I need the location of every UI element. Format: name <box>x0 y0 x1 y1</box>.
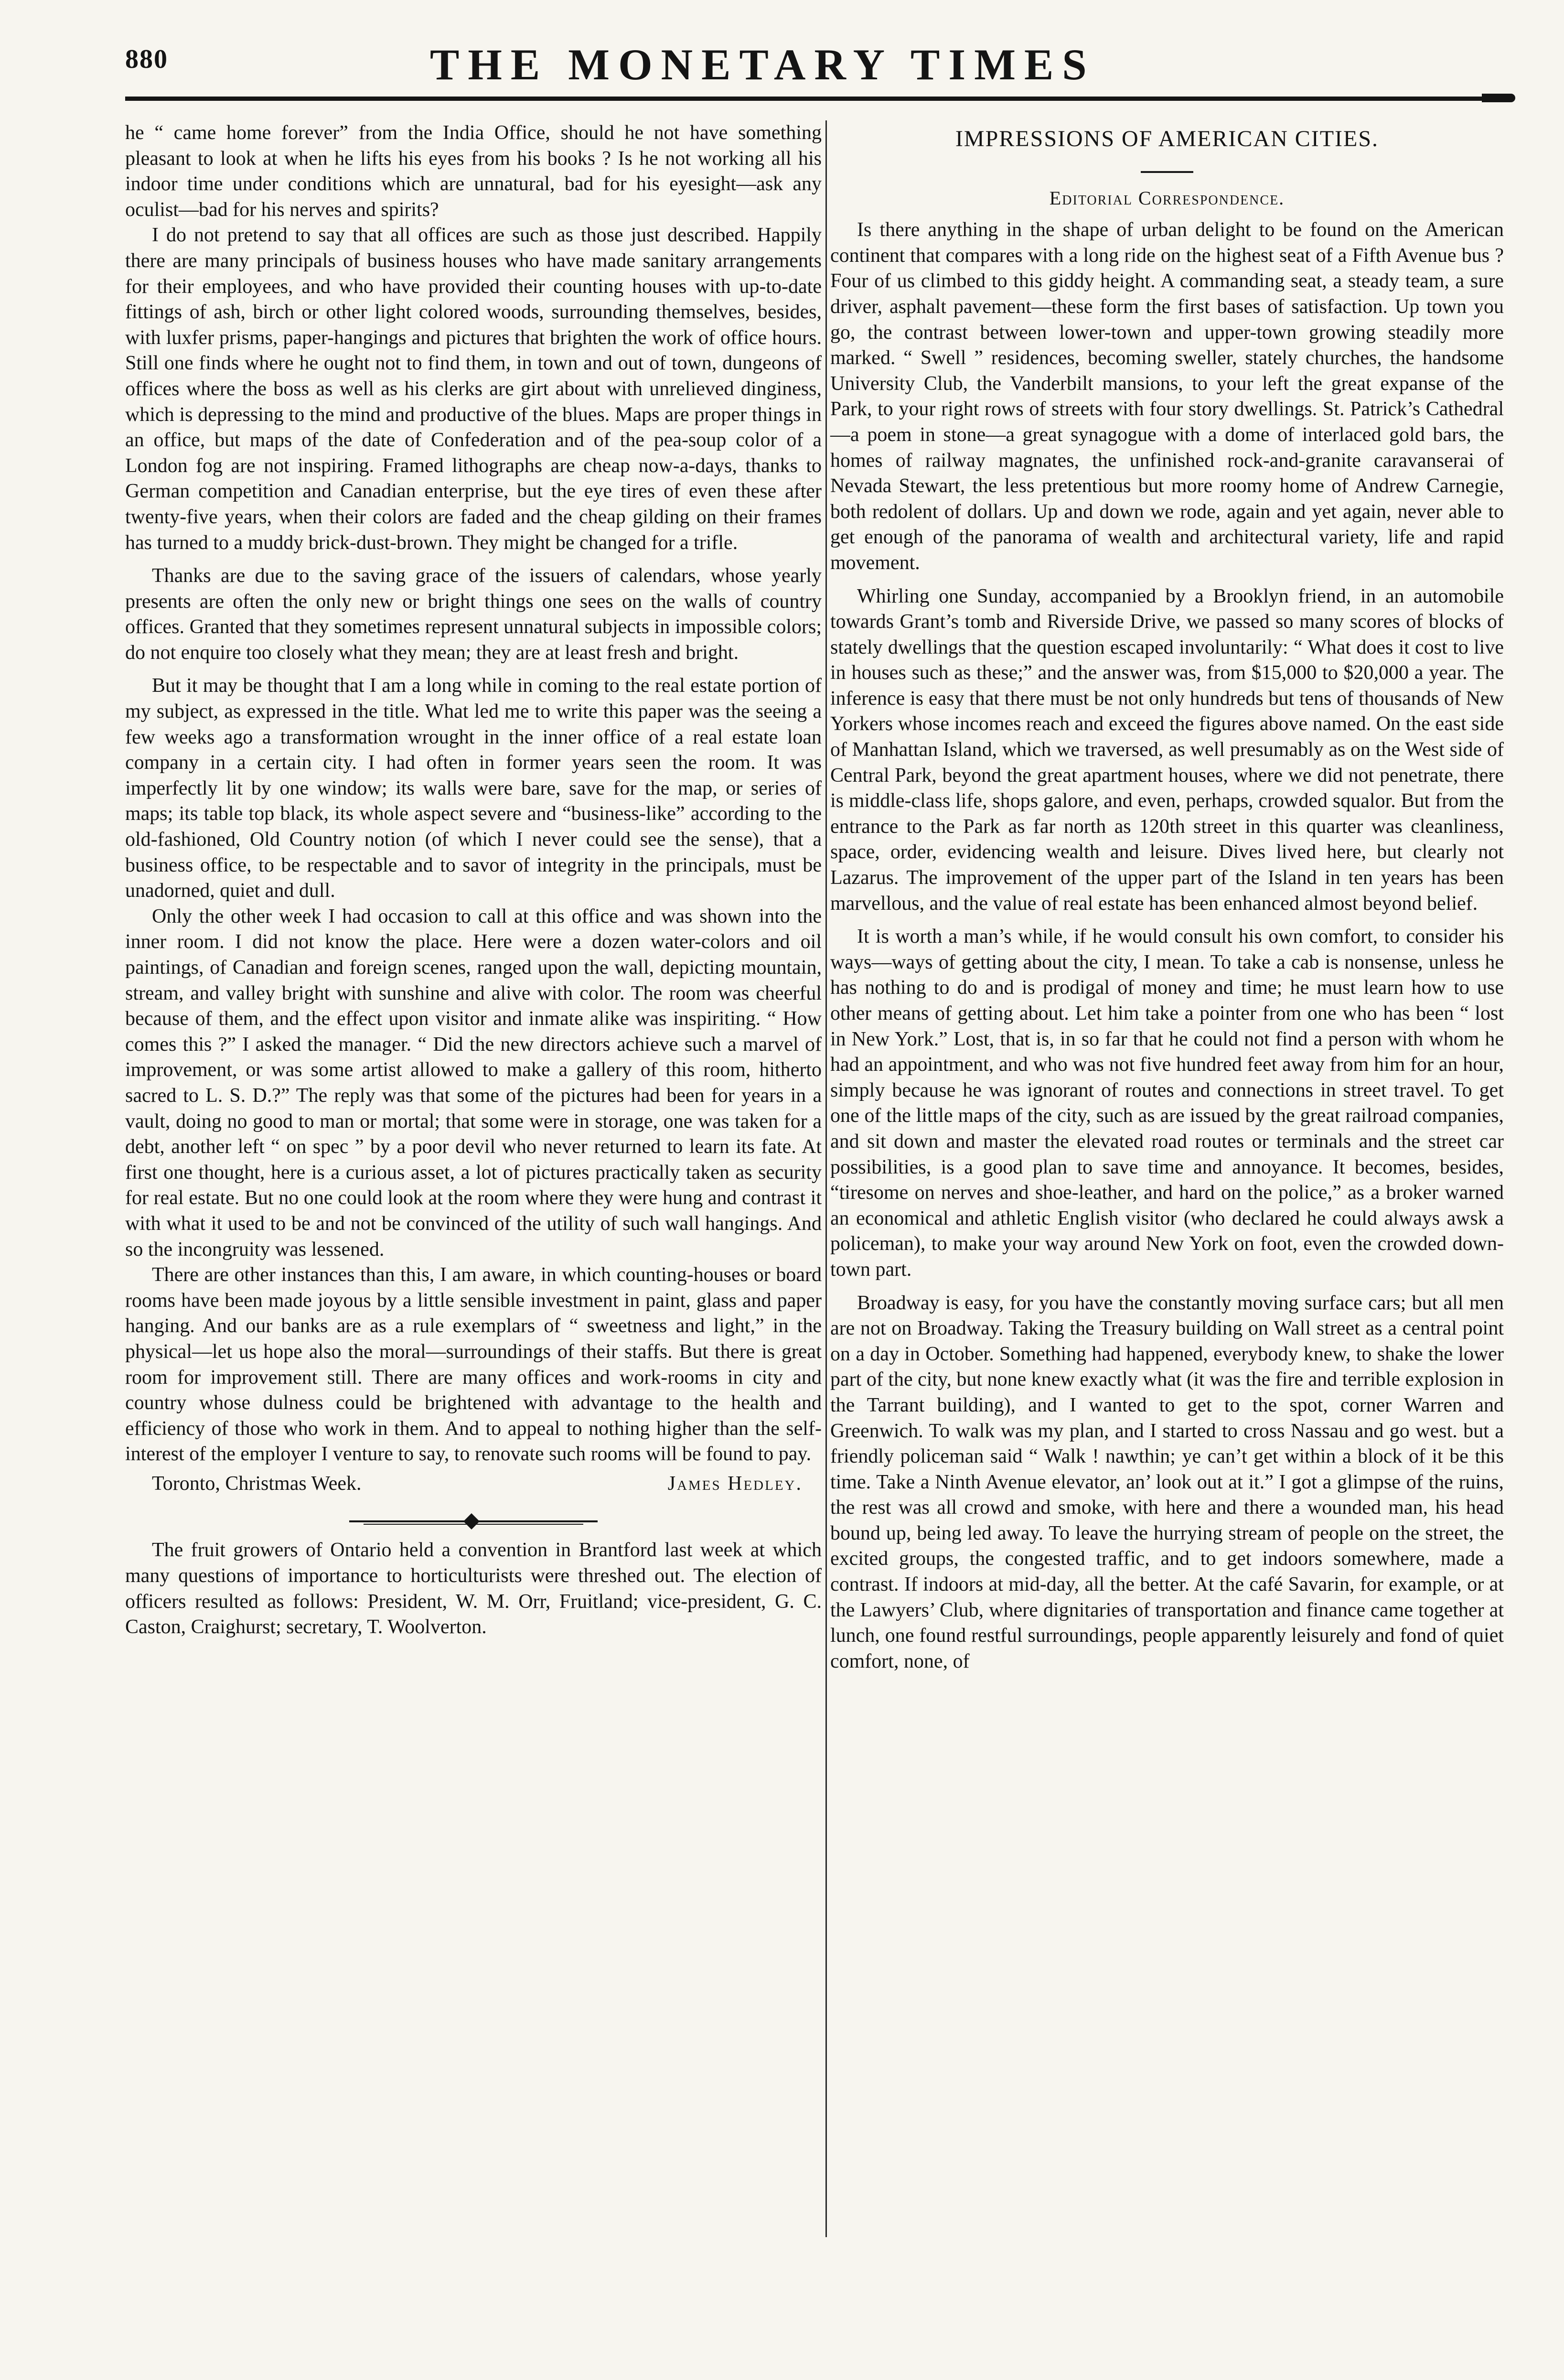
left-paragraph-5: Only the other week I had occasion to call at this office and was shown into the inner room. I did not know the place. Here were a dozen water-colors and oil paintings, of Canadian and foreign scenes, ranged upon the wall, depicting mountain, stream, and valley bright with sunshine and alive with color. The room was cheerful because of them, and the effect upon visitor and inmate alike was inspiriting. “ How comes this ?” I asked the manager. “ Did the new directors achieve such a marvel of improvement, or was some artist allowed to make a gallery of this room, hitherto sacred to L. S. D.?” The reply was that some of the pictures had been for years in a vault, doing no good to man or mortal; that some were in storage, one was taken for a debt, another left “ on spec ” by a poor devil who never returned to learn its fate. At first one thought, here is a curious asset, a lot of pictures practically taken as security for real estate. But no one could look at the room where they were hung and contrast it with what it used to be and not be convinced of the utility of such wall hangings. And so the incongruity was lessened. <box>125 905 822 1260</box>
left-paragraph-2: I do not pretend to say that all offices are such as those just described. Happily there are many principals of business houses who have made sanitary arrangements for their employees, and who have provided their counting houses with up-to-date fittings of ash, birch or other light colored woods, surrounding themselves, besides, with luxfer prisms, paper-hangings and pictures that brighten the work of office hours. Still one finds where he ought not to find them, in town and out of town, dungeons of offices where the boss as well as his clerks are girt about with unrelieved dinginess, which is depressing to the mind and productive of the blues. Maps are proper things in an office, but maps of the date of Confederation and of the pea-soup color of a London fog are not inspiring. Framed lithographs are cheap now-a-days, thanks to German competition and Canadian enterprise, but the eye tires of even these after twenty-five years, when their colors are faded and the cheap gilding on their frames has turned to a muddy brick-dust-brown. They might be changed for a trifle. <box>125 224 822 554</box>
left-paragraph-3: Thanks are due to the saving grace of the issuers of calendars, whose yearly presents are often the only new or bright things one sees on the walls of country offices. Granted that they sometimes represent unnatural subjects in impossible colors; do not enquire too closely what they mean; they are at least fresh and bright. <box>125 565 822 664</box>
signoff-author: James Hedley. <box>667 1472 803 1495</box>
column-divider <box>825 120 827 2237</box>
fruit-growers-note: The fruit growers of Ontario held a convention in Brantford last week at which many questions of importance to horticulturists were threshed out. The election of officers resulted as follows: President, W. M. Orr, Fruitland; vice-president, G. C. Caston, Craighurst; secretary, T. Woolverton. <box>125 1539 822 1638</box>
left-paragraph-1: he “ came home forever” from the India Office, should he not have something pleasant to look at when he lifts his eyes from his books ? Is he not working all his indoor time under conditions which are unnatural, bad for his eyesight—ask any oculist—bad for his nerves and spirits? <box>125 122 822 221</box>
left-paragraph-6: There are other instances than this, I am aware, in which counting-houses or board rooms have been made joyous by a little sensible investment in paint, glass and paper hanging. And our banks are as a rule exemplars of “ sweetness and light,” in the physical—let us hope also the moral—surroundings of their staffs. But there is great room for improvement still. There are many offices and work-rooms in city and country whose dulness could be brightened with advantage to the health and efficiency of those who work in them. And to appeal to nothing higher than the self-interest of the employer I venture to say, to renovate such rooms will be found to pay. <box>125 1264 822 1465</box>
right-paragraph-4: Broadway is easy, for you have the constantly moving surface cars; but all men are not on Broadway. Taking the Treasury building on Wall street as a central point on a day in October. Something had happened, everybody knew, to shake the lower part of the city, but none knew exactly what (it was the fire and terrible explosion in the Tarrant building), and I wanted to get to the spot, corner Warren and Greenwich. To walk was my plan, and I started to cross Nassau and go west. but a friendly policeman said “ Walk ! nawthin; ye can’t get within a block of it be this time. Take a Ninth Avenue elevator, an’ look out at it.” I got a glimpse of the ruins, the rest was all crowd and smoke, with here and there a wounded man, his head bound up, being led away. To leave the hurrying stream of people on the street, the excited groups, the congested traffic, and to get indoors somewhere, made a contrast. If indoors at mid-day, all the better. At the café Savarin, for example, or at the Lawyers’ Club, where dignitaries of transportation and finance came together at lunch, one found restful surroundings, people apparently leisurely and fond of quiet comfort, none, of <box>830 1292 1504 1672</box>
header-rule <box>125 97 1506 101</box>
right-paragraph-3: It is worth a man’s while, if he would consult his own comfort, to consider his ways—ways of getting about the city, I mean. To take a cab is nonsense, unless he has nothing to do and is prodigal of money and time; he must learn how to use other means of getting about. Let him take a pointer from one who has been “ lost in New York.” Lost, that is, in so far that he could not find a person with whom he had an appointment, and who was not five hundred feet away from him for an hour, simply because he was ignorant of routes and connections in street travel. To get one of the little maps of the city, such as are issued by the great railroad companies, and sit down and master the elevated road routes or terminals and the street car possibilities, is a good plan to save time and annoyance. It becomes, besides, “tiresome on nerves and shoe-leather, and hard on the police,” as a broker warned an economical and athletic English visitor (who declared he could always awsk a policeman), to make your way around New York on foot, even the crowded down-town part. <box>830 926 1504 1281</box>
right-paragraph-2: Whirling one Sunday, accompanied by a Brooklyn friend, in an automobile towards Grant’s tomb and Riverside Drive, we passed so many scores of blocks of stately dwellings that the question escaped involuntarily: “ What does it cost to live in houses such as these;” and the answer was, from $15,000 to $20,000 a year. The inference is easy that there must be not only hundreds but tens of thousands of New Yorkers whose incomes reach and exceed the figures above named. On the east side of Manhattan Island, which we traversed, as well presumably as on the West side of Central Park, beyond the great apartment houses, where we did not penetrate, there is middle-class life, shops galore, and even, perhaps, crowded squalor. But from the entrance to the Park as far north as 120th street in this quarter was cleanliness, space, order, evidencing wealth and leisure. Dives lived here, but clearly not Lazarus. The improvement of the upper part of the Island in ten years has been marvellous, and the value of real estate has been enhanced almost beyond belief. <box>830 585 1504 915</box>
right-column <box>830 120 1504 1674</box>
article-signoff <box>125 1471 822 1497</box>
article-subheading: Editorial Correspondence. <box>1049 187 1285 209</box>
left-paragraph-4: But it may be thought that I am a long while in coming to the real estate portion of my subject, as expressed in the title. What led me to write this paper was the seeing a few weeks ago a transformation wrought in the inner office of a real estate loan company in a certain city. I had often in former years seen the room. It was imperfectly lit by one window; its walls were bare, save for the map, or series of maps; its table top black, its whole aspect severe and “business-like” according to the old-fashioned, Old Country notion (of which I never could see the sense), that a business office, to be respectable and to savor of integrity in the principals, must be unadorned, quiet and dull. <box>125 675 822 902</box>
publication-masthead: THE MONETARY TIMES <box>430 40 1095 89</box>
article-heading: IMPRESSIONS OF AMERICAN CITIES. <box>955 126 1379 151</box>
page-number: 880 <box>125 44 168 74</box>
section-ornament <box>349 1518 598 1525</box>
heading-rule <box>1141 171 1193 173</box>
left-column <box>125 120 822 1640</box>
right-paragraph-1: Is there anything in the shape of urban delight to be found on the American continent that compares with a long ride on the highest seat of a Fifth Avenue bus ? Four of us climbed to this giddy height. A commanding seat, a steady team, a sure driver, asphalt pavement—these form the first bases of satisfaction. Up town you go, the contrast between lower-town and upper-town growing steadily more marked. “ Swell ” residences, becoming sweller, stately churches, the handsome University Club, the Vanderbilt mansions, to your left the great expanse of the Park, to your right rows of streets with four story dwellings. St. Patrick’s Cathedral—a poem in stone—a great synagogue with a dome of interlaced gold bars, the homes of railway magnates, the unfinished rock-and-granite caravanserai of Nevada Stewart, the less pretentious but more roomy home of Andrew Carnegie, both redolent of dollars. Up and down we rode, again and yet again, never able to get enough of the panorama of wealth and architectural variety, life and rapid movement. <box>830 219 1504 574</box>
signoff-place: Toronto, Christmas Week. <box>152 1472 362 1495</box>
